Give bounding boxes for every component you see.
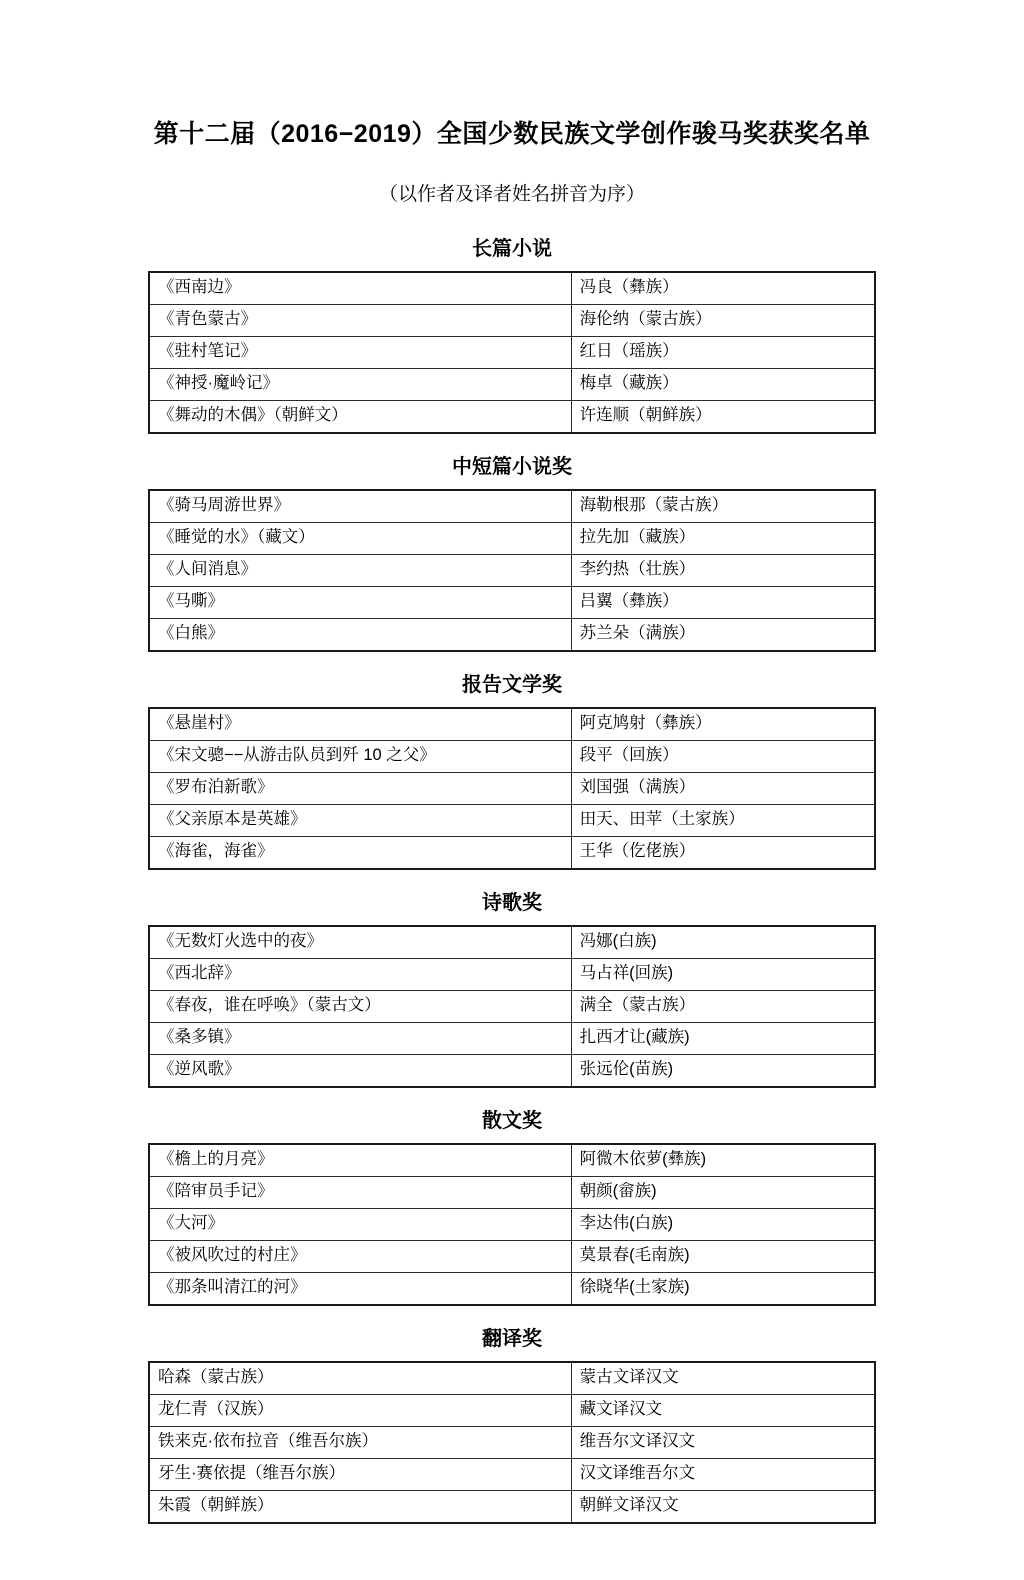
author-cell: 冯娜(白族) [571, 926, 875, 959]
author-cell: 海勒根那（蒙古族） [571, 490, 875, 523]
table-row [149, 836, 875, 869]
award-table [148, 707, 876, 870]
author-cell: 莫景春(毛南族) [571, 1240, 875, 1272]
section-heading: 中短篇小说奖 [452, 455, 572, 478]
work-title-cell: 《骑马周游世界》 [149, 490, 571, 523]
section-heading: 散文奖 [482, 1109, 542, 1132]
section-heading: 翻译奖 [482, 1327, 542, 1350]
award-table [148, 1361, 876, 1524]
table-row [149, 1426, 875, 1458]
award-section [148, 668, 876, 870]
table-row [149, 336, 875, 368]
author-cell: 扎西才让(藏族) [571, 1022, 875, 1054]
author-cell: 海伦纳（蒙古族） [571, 304, 875, 336]
work-title-cell: 《春夜，谁在呼唤》（蒙古文） [149, 990, 571, 1022]
author-cell: 李约热（壮族） [571, 554, 875, 586]
table-row [149, 990, 875, 1022]
award-table [148, 925, 876, 1088]
page-title: 第十二届（2016−2019）全国少数民族文学创作骏马奖获奖名单 [153, 120, 871, 148]
author-cell: 拉先加（藏族） [571, 522, 875, 554]
table-row [149, 554, 875, 586]
author-cell: 汉文译维吾尔文 [571, 1458, 875, 1490]
table-row [149, 1208, 875, 1240]
work-title-cell: 《被风吹过的村庄》 [149, 1240, 571, 1272]
page-subtitle: （以作者及译者姓名拼音为序） [378, 183, 645, 205]
author-cell: 阿微木依萝(彝族) [571, 1144, 875, 1177]
work-title-cell: 《陪审员手记》 [149, 1176, 571, 1208]
work-title-cell: 《海雀，海雀》 [149, 836, 571, 869]
author-cell: 维吾尔文译汉文 [571, 1426, 875, 1458]
award-table [148, 271, 876, 434]
work-title-cell: 《桑多镇》 [149, 1022, 571, 1054]
work-title-cell: 《悬崖村》 [149, 708, 571, 741]
table-row [149, 740, 875, 772]
table-row [149, 1272, 875, 1305]
author-cell: 王华（仡佬族） [571, 836, 875, 869]
work-title-cell: 《舞动的木偶》（朝鲜文） [149, 400, 571, 433]
author-cell: 蒙古文译汉文 [571, 1362, 875, 1395]
table-row [149, 1458, 875, 1490]
table-row [149, 490, 875, 523]
table-row [149, 1176, 875, 1208]
award-section [148, 450, 876, 652]
work-title-cell: 《西南边》 [149, 272, 571, 305]
author-cell: 段平（回族） [571, 740, 875, 772]
table-row [149, 400, 875, 433]
work-title-cell: 龙仁青（汉族） [149, 1394, 571, 1426]
section-heading: 长篇小说 [472, 237, 552, 260]
table-row [149, 1362, 875, 1395]
author-cell: 张远伦(苗族) [571, 1054, 875, 1087]
work-title-cell: 《青色蒙古》 [149, 304, 571, 336]
work-title-cell: 铁来克·依布拉音（维吾尔族） [149, 1426, 571, 1458]
author-cell: 李达伟(白族) [571, 1208, 875, 1240]
author-cell: 梅卓（藏族） [571, 368, 875, 400]
table-row [149, 618, 875, 651]
work-title-cell: 《人间消息》 [149, 554, 571, 586]
work-title-cell: 朱霞（朝鲜族） [149, 1490, 571, 1523]
table-row [149, 1490, 875, 1523]
work-title-cell: 《马嘶》 [149, 586, 571, 618]
table-row [149, 368, 875, 400]
work-title-cell: 《父亲原本是英雄》 [149, 804, 571, 836]
table-row [149, 708, 875, 741]
table-row [149, 926, 875, 959]
work-title-cell: 《驻村笔记》 [149, 336, 571, 368]
table-row [149, 804, 875, 836]
work-title-cell: 《白熊》 [149, 618, 571, 651]
work-title-cell: 哈森（蒙古族） [149, 1362, 571, 1395]
work-title-cell: 《逆风歌》 [149, 1054, 571, 1087]
author-cell: 马占祥(回族) [571, 958, 875, 990]
author-cell: 朝鲜文译汉文 [571, 1490, 875, 1523]
work-title-cell: 《罗布泊新歌》 [149, 772, 571, 804]
author-cell: 苏兰朵（满族） [571, 618, 875, 651]
work-title-cell: 《宋文骢−−从游击队员到歼 10 之父》 [149, 740, 571, 772]
author-cell: 许连顺（朝鲜族） [571, 400, 875, 433]
table-row [149, 522, 875, 554]
award-section [148, 1322, 876, 1524]
table-row [149, 1394, 875, 1426]
work-title-cell: 《那条叫清江的河》 [149, 1272, 571, 1305]
table-row [149, 1240, 875, 1272]
work-title-cell: 《睡觉的水》（藏文） [149, 522, 571, 554]
award-section [148, 232, 876, 434]
author-cell: 藏文译汉文 [571, 1394, 875, 1426]
award-section [148, 886, 876, 1088]
table-row [149, 586, 875, 618]
table-row [149, 958, 875, 990]
author-cell: 满全（蒙古族） [571, 990, 875, 1022]
section-heading: 报告文学奖 [462, 673, 562, 696]
author-cell: 朝颜(畲族) [571, 1176, 875, 1208]
section-heading: 诗歌奖 [482, 891, 542, 914]
work-title-cell: 《大河》 [149, 1208, 571, 1240]
author-cell: 阿克鸠射（彝族） [571, 708, 875, 741]
author-cell: 刘国强（满族） [571, 772, 875, 804]
award-sections [148, 232, 876, 1524]
table-row [149, 304, 875, 336]
table-row [149, 772, 875, 804]
table-row [149, 1054, 875, 1087]
author-cell: 红日（瑶族） [571, 336, 875, 368]
work-title-cell: 《无数灯火选中的夜》 [149, 926, 571, 959]
award-table [148, 489, 876, 652]
author-cell: 冯良（彝族） [571, 272, 875, 305]
table-row [149, 272, 875, 305]
award-table [148, 1143, 876, 1306]
work-title-cell: 《神授·魔岭记》 [149, 368, 571, 400]
award-section [148, 1104, 876, 1306]
work-title-cell: 《檐上的月亮》 [149, 1144, 571, 1177]
author-cell: 田天、田苹（土家族） [571, 804, 875, 836]
author-cell: 吕翼（彝族） [571, 586, 875, 618]
work-title-cell: 牙生·赛依提（维吾尔族） [149, 1458, 571, 1490]
author-cell: 徐晓华(土家族) [571, 1272, 875, 1305]
work-title-cell: 《西北辞》 [149, 958, 571, 990]
table-row [149, 1144, 875, 1177]
table-row [149, 1022, 875, 1054]
